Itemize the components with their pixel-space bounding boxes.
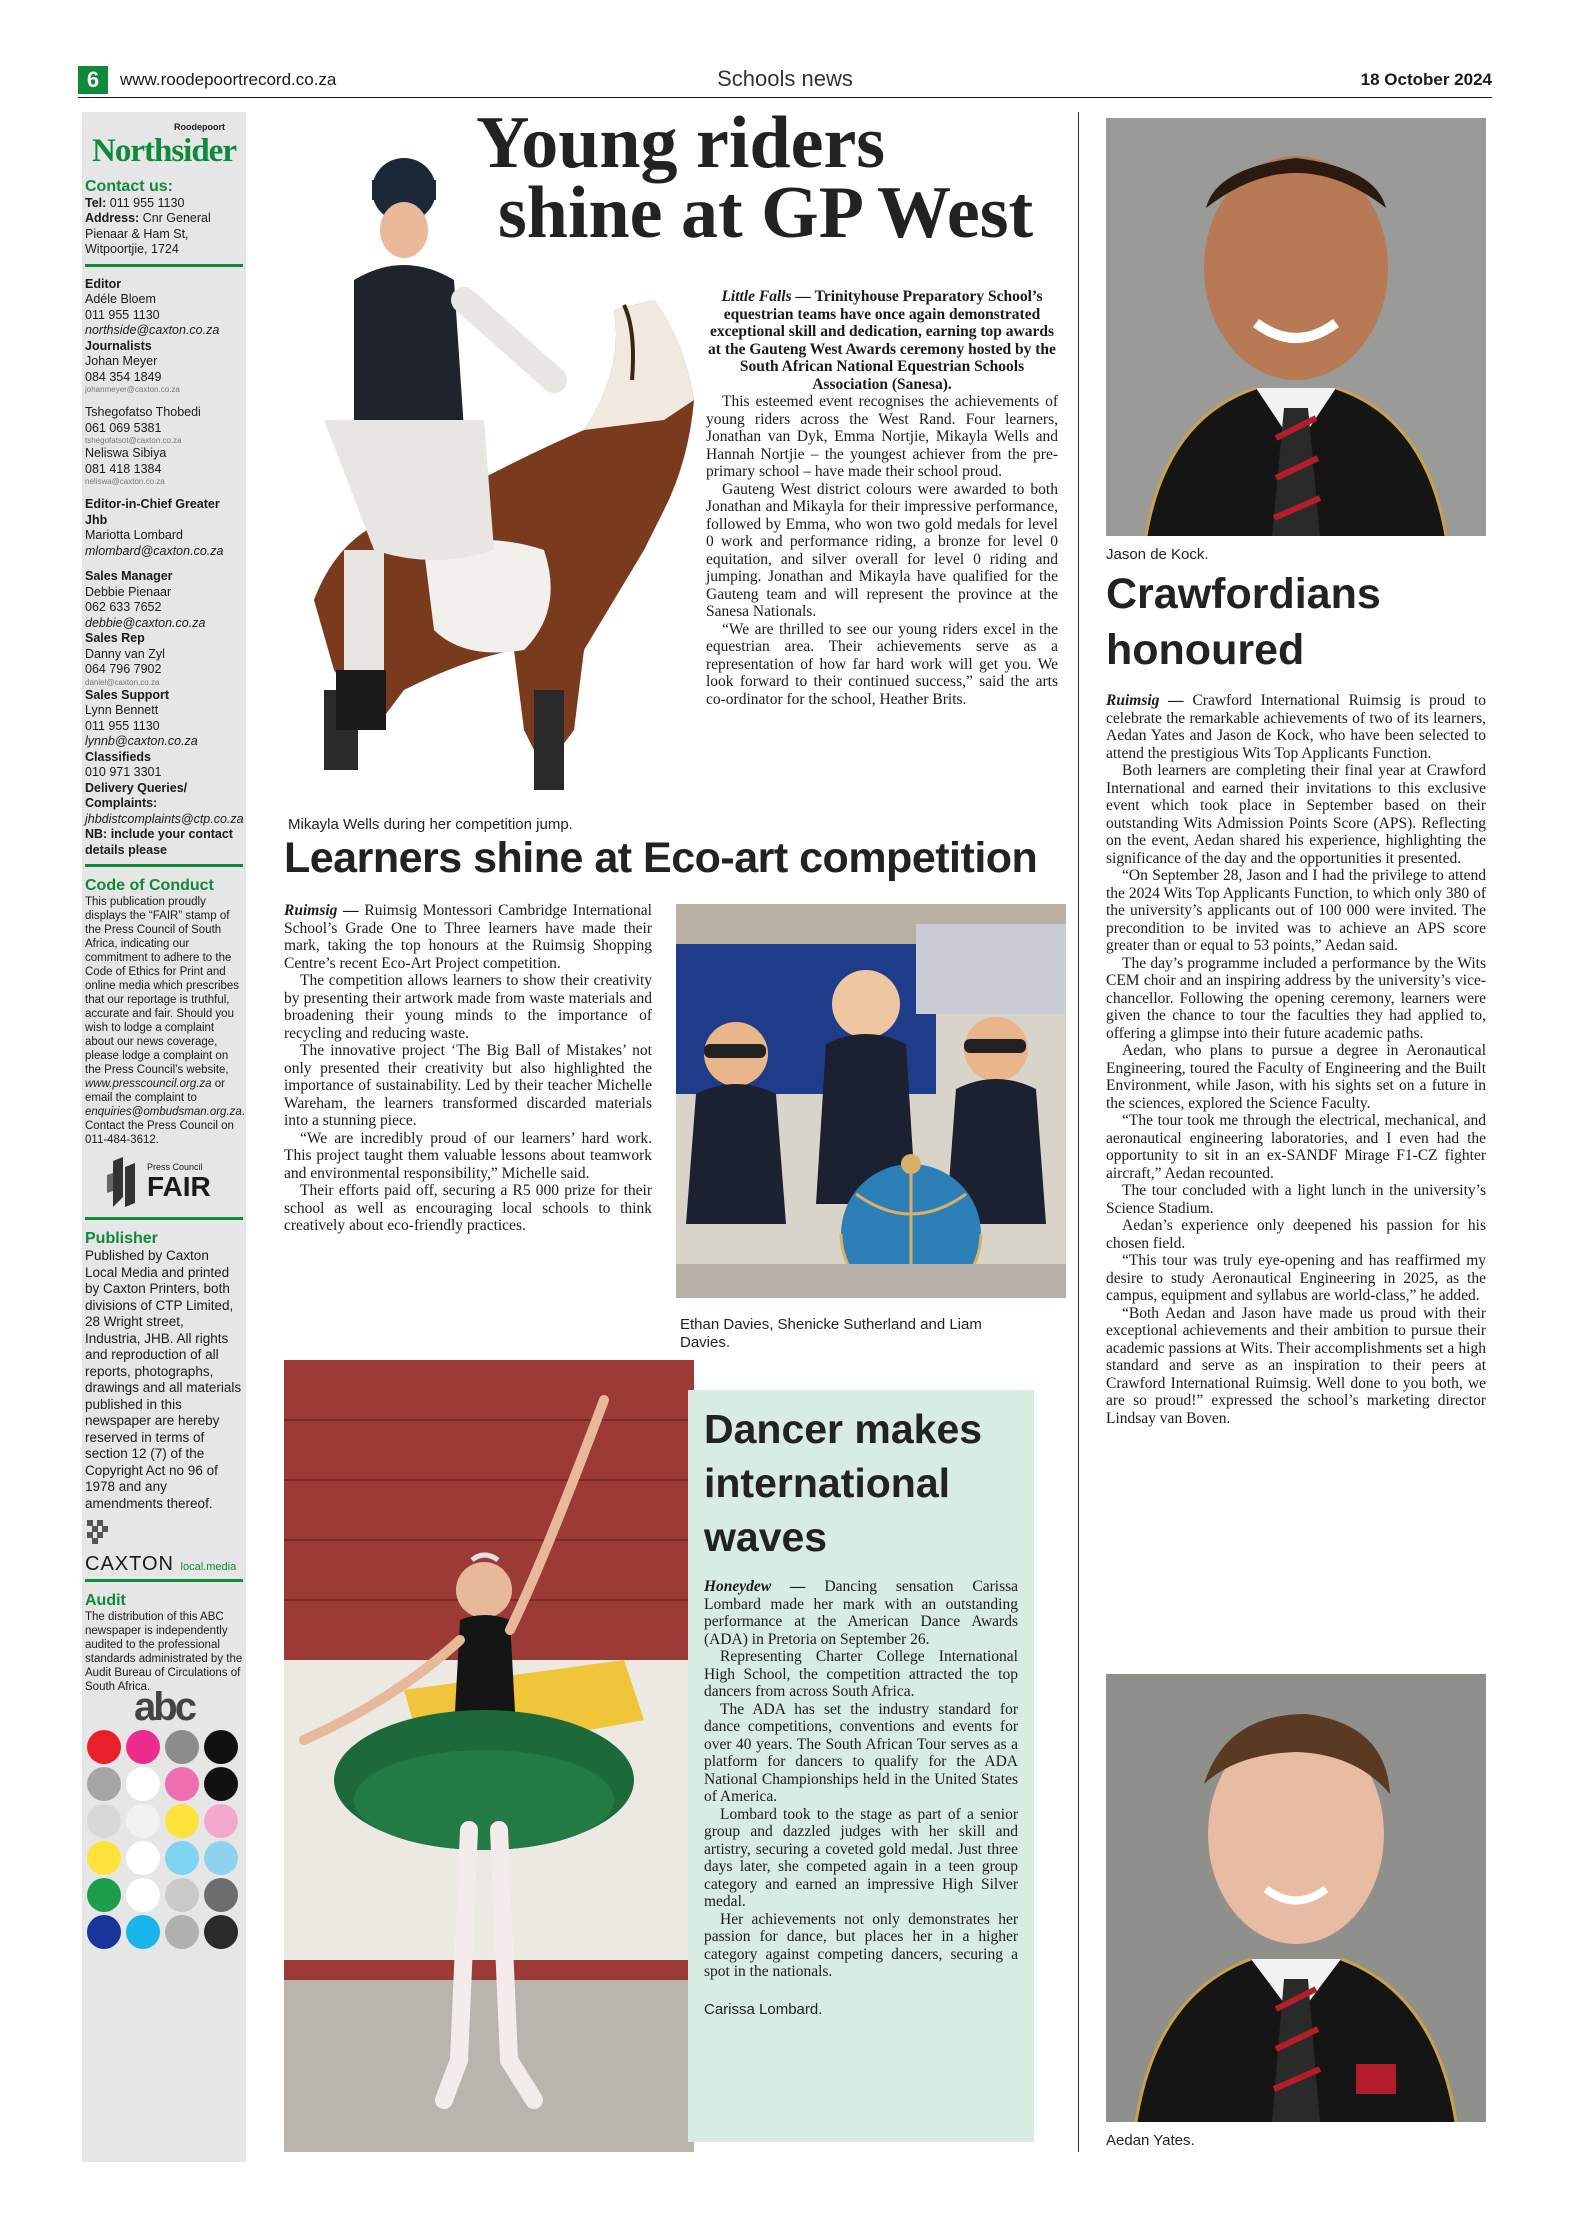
journalist-tel: 061 069 5381 bbox=[85, 420, 162, 435]
journalist-email[interactable]: neliswa@caxton.co.za bbox=[85, 477, 165, 486]
journalist-email[interactable]: tshegofatsot@caxton.co.za bbox=[85, 436, 182, 445]
sales-rep-label: Sales Rep bbox=[85, 631, 145, 645]
abc-logo: abc bbox=[134, 1685, 194, 1729]
colour-swatch bbox=[126, 1804, 160, 1838]
colour-swatch bbox=[126, 1767, 160, 1801]
conduct-text: This publication proudly displays the “FAIR” stamp of the Press Council of South Africa, indicating our commitment to adhere to the Code of Ethics for Print and online media which prescribes that our reportage is truthful, accurate and fair. Should you wish to lodge a complaint about our news coverage, please lodge a complaint on the Press Council’s website, bbox=[85, 896, 240, 1076]
address-value: Cnr General Pienaar & Ham St, Witpoortjie, 1724 bbox=[85, 211, 211, 256]
dancer-dateline: Honeydew — bbox=[704, 1578, 806, 1595]
riders-dateline: Little Falls — bbox=[721, 288, 812, 305]
issue-date: 18 October 2024 bbox=[1360, 70, 1492, 89]
sales-rep-tel: 064 796 7902 bbox=[85, 662, 162, 676]
sales-rep-email[interactable]: daniel@caxton.co.za bbox=[85, 677, 160, 687]
audit-heading: Audit bbox=[85, 1592, 126, 1609]
paragraph: The tour concluded with a light lunch in the university’s Science Stadium. bbox=[1106, 1182, 1486, 1217]
paragraph: “On September 28, Jason and I had the privilege to attend the 2024 Wits Top Applicants Function, to which only 380 of the university’s applicants out of 100 000 were invited. The precondition to be invited was to achieve an APS score greater than or equal to 53 points,” Aedan said. bbox=[1106, 867, 1486, 954]
riders-intro bbox=[706, 288, 1058, 393]
crawford-dateline: Ruimsig — bbox=[1106, 692, 1184, 709]
colour-swatch bbox=[87, 1767, 121, 1801]
photo-carissa-lombard bbox=[284, 1360, 694, 2152]
crawford-headline bbox=[1106, 566, 1381, 678]
paragraph: Lombard took to the stage as part of a senior group and dazzled judges with her skill and artistry, securing a coveted gold medal. Just three days later, she competed again in a teen group category and earned an impressive High Silver medal. bbox=[704, 1805, 1018, 1910]
site-url[interactable]: www.roodepoortrecord.co.za bbox=[120, 70, 337, 89]
colour-swatch bbox=[204, 1767, 238, 1801]
eco-dateline: Ruimsig — bbox=[284, 902, 359, 919]
dancer-headline-line: international bbox=[704, 1460, 951, 1506]
paragraph: The competition allows learners to show their creativity by presenting their artwork made from waste materials and broadening their young minds to the importance of recycling and reducing waste. bbox=[284, 972, 652, 1042]
dancer-lead: Dancing sensation Carissa Lombard made her mark with an outstanding performance at the American Dance Awards (ADA) in Pretoria on September 26. bbox=[704, 1578, 1019, 1648]
editor-label: Editor bbox=[85, 276, 122, 291]
conduct-email-link[interactable]: enquiries@ombudsman.org.za bbox=[85, 1106, 242, 1118]
crawford-headline-line: honoured bbox=[1106, 626, 1305, 674]
dancer-headline-line: Dancer makes bbox=[704, 1406, 983, 1452]
divider bbox=[85, 1217, 243, 1220]
eco-photo-caption: Ethan Davies, Shenicke Sutherland and Liam Davies. bbox=[680, 1316, 982, 1351]
page-header bbox=[78, 64, 1492, 98]
crawford-headline-line: Crawfordians bbox=[1106, 570, 1381, 618]
jason-photo-caption: Jason de Kock. bbox=[1106, 546, 1209, 563]
sales-manager-email[interactable]: debbie@caxton.co.za bbox=[85, 615, 206, 630]
colour-swatch bbox=[165, 1841, 199, 1875]
sales-manager-tel: 062 633 7652 bbox=[85, 600, 162, 614]
paragraph: The ADA has set the industry standard for dance competitions, conventions and events for over 40 years. The South African Tour serves as a platform for dancers to qualify for the ADA National Championships held in the United States of America. bbox=[704, 1700, 1018, 1805]
address-label: Address: bbox=[85, 211, 140, 225]
divider bbox=[85, 1579, 243, 1582]
delivery-label: Delivery Queries/ Complaints: bbox=[85, 780, 188, 810]
riders-article-body bbox=[706, 288, 1058, 708]
eco-article-body bbox=[284, 902, 652, 1235]
divider bbox=[85, 264, 243, 267]
page-number: 6 bbox=[78, 66, 108, 94]
press-council-fair-logo bbox=[105, 1157, 243, 1207]
paper-logo: Northsider bbox=[92, 132, 236, 169]
riders-photo-caption: Mikayla Wells during her competition jump. bbox=[288, 816, 573, 833]
paragraph: This esteemed event recognises the achievements of young riders across the West Rand. Four learners, Jonathan van Dyk, Emma Nortjie, Mikayla Wells and Hannah Nortjie – the youngest achiever from the pre-primary school – have made their school proud. bbox=[706, 393, 1058, 480]
paragraph: “We are incredibly proud of our learners’ hard work. This project taught them valuable lessons about teamwork and environmental responsibility,” Michelle said. bbox=[284, 1129, 652, 1182]
colour-swatch bbox=[204, 1804, 238, 1838]
colour-swatch bbox=[204, 1841, 238, 1875]
conduct-site-link[interactable]: www.presscouncil.org.za bbox=[85, 1078, 212, 1090]
dancer-photo-caption: Carissa Lombard. bbox=[704, 2000, 823, 2018]
riders-headline bbox=[476, 102, 1076, 254]
publisher-heading: Publisher bbox=[85, 1230, 158, 1247]
colour-swatch bbox=[87, 1730, 121, 1764]
journalist-name: Johan Meyer bbox=[85, 354, 158, 368]
section-title: Schools news bbox=[717, 66, 853, 91]
crawford-lead: Crawford International Ruimsig is proud to celebrate the remarkable achievements of two of its learners, Aedan Yates and Jason de Kock, who have been selected to attend the prestigious Wits Top Applicants Function. bbox=[1106, 692, 1486, 762]
journalist-tel: 084 354 1849 bbox=[85, 369, 162, 384]
journalist-name: Tshegofatso Thobedi bbox=[85, 405, 201, 419]
paragraph: “The tour took me through the electrical, mechanical, and aeronautical engineering laboratories, and I even had the opportunity to sit in an ex-SANDF Mirage F1-CZ fighter aircraft,” Aedan recounted. bbox=[1106, 1112, 1486, 1182]
sales-support-tel: 011 955 1130 bbox=[85, 718, 160, 733]
colour-swatch bbox=[126, 1841, 160, 1875]
caxton-sub: local.media bbox=[180, 1560, 237, 1573]
dancer-headline-line: waves bbox=[704, 1514, 828, 1560]
column-divider bbox=[1078, 112, 1079, 2152]
conduct-or: or email the complaint to bbox=[85, 1078, 225, 1104]
colour-swatch bbox=[204, 1878, 238, 1912]
colour-swatch bbox=[165, 1878, 199, 1912]
photo-eco-art-learners bbox=[676, 904, 1066, 1298]
journalist-tel: 081 418 1384 bbox=[85, 461, 162, 476]
publisher-text: Published by Caxton Local Media and printed by Caxton Printers, both divisions of CTP Limited, 28 Wright street, Industria, JHB. All rights and reproduction of all reports, photographs, drawings and all materials published in this newspaper are hereby reserved in terms of section 12 (7) of the Copyright Act no 96 of 1978 and any amendments thereof. bbox=[85, 1248, 242, 1511]
journalist-name: Neliswa Sibiya bbox=[85, 446, 167, 460]
colour-swatch bbox=[204, 1730, 238, 1764]
colour-swatch bbox=[87, 1804, 121, 1838]
eic-label: Editor-in-Chief Greater Jhb bbox=[85, 497, 220, 527]
photo-aedan-yates bbox=[1106, 1674, 1486, 2122]
colour-swatch bbox=[165, 1804, 199, 1838]
contact-heading: Contact us: bbox=[85, 177, 173, 195]
fair-text: FAIR bbox=[147, 1171, 211, 1202]
paragraph: The day’s programme included a performance by the Wits CEM choir and an inspiring address by the university’s vice-chancellor. Following the opening ceremony, learners were given the chance to tour the faculties they had applied to, offering a glimpse into their future academic paths. bbox=[1106, 954, 1486, 1042]
masthead-sidebar bbox=[82, 112, 246, 2162]
classifieds-tel: 010 971 3301 bbox=[85, 765, 162, 779]
photo-jason-de-kock bbox=[1106, 118, 1486, 536]
journalist-email[interactable]: johanmeyer@caxton.co.za bbox=[85, 385, 180, 394]
colour-swatch bbox=[165, 1767, 199, 1801]
paragraph: “We are thrilled to see our young riders excel in the equestrian area. Their achievements serve as a representation of how far hard work will get you. We look forward to their continued success,” said the arts co-ordinator for the school, Heather Brits. bbox=[706, 620, 1058, 708]
fair-small-text: Press Council bbox=[147, 1162, 203, 1172]
riders-headline-line-2: shine at GP West bbox=[498, 172, 1034, 254]
paragraph: Aedan, who plans to pursue a degree in Aeronautical Engineering, toured the Faculty of Engineering and the Built Environment, while Jason, with his sights set on a future in the sciences, explored the Science Faculty. bbox=[1106, 1042, 1486, 1112]
paragraph: Both learners are completing their final year at Crawford International and earned their invitations to this exclusive event which took place in September based on their outstanding Wits Admission Points Score (APS). Reflecting on the event, Aedan shared his experience, highlighting the significance of the day and the opportunities it presented. bbox=[1106, 762, 1486, 867]
dancer-article-body bbox=[704, 1578, 1018, 1981]
paragraph: Their efforts paid off, securing a R5 000 prize for their school as well as encouraging local schools to think creatively about eco-friendly practices. bbox=[284, 1182, 652, 1234]
eic-name: Mariotta Lombard bbox=[85, 528, 183, 542]
riders-intro-text: Trinityhouse Preparatory School’s equestrian teams have once again demonstrated exceptional skill and dedication, earning top awards at the Gauteng West Awards ceremony hosted by the South African National Equestrian Schools Association (Sanesa). bbox=[708, 288, 1056, 393]
conduct-end: . Contact the Press Council on 011-484-3612. bbox=[85, 1106, 245, 1146]
paragraph: Her achievements not only demonstrates her passion for dance, but places her in a higher category against competing dancers, securing a spot in the nationals. bbox=[704, 1910, 1018, 1980]
colour-registration-swatches bbox=[85, 1730, 243, 1949]
aedan-photo-caption: Aedan Yates. bbox=[1106, 2132, 1195, 2149]
colour-swatch bbox=[87, 1841, 121, 1875]
colour-swatch bbox=[87, 1915, 121, 1949]
delivery-email[interactable]: jhbdistcomplaints@ctp.co.za bbox=[85, 811, 244, 826]
paragraph: “This tour was truly eye-opening and has reaffirmed my desire to study Aeronautical Engineering in 2025, as the campus, equipment and syllabus are world-class,” he added. bbox=[1106, 1252, 1486, 1304]
logo-kicker: Roodepoort bbox=[174, 122, 225, 132]
sales-support-email[interactable]: lynnb@caxton.co.za bbox=[85, 734, 198, 748]
colour-swatch bbox=[126, 1730, 160, 1764]
colour-swatch bbox=[126, 1878, 160, 1912]
eco-lead: Ruimsig Montessori Cambridge International School’s Grade One to Three learners have made their mark, taking the top honours at the Ruimsig Shopping Centre’s recent Eco-Art Project competition. bbox=[284, 902, 652, 972]
colour-swatch bbox=[87, 1878, 121, 1912]
classifieds-label: Classifieds bbox=[85, 749, 152, 764]
eic-email[interactable]: mlombard@caxton.co.za bbox=[85, 543, 224, 558]
eco-headline: Learners shine at Eco-art competition bbox=[284, 834, 1038, 882]
paragraph: Representing Charter College International High School, the competition attracted the top dancers from across South Africa. bbox=[704, 1648, 1018, 1700]
riders-headline-line-1: Young riders bbox=[476, 102, 886, 184]
paragraph: Gauteng West district colours were awarded to both Jonathan and Mikayla for their impressive performance, followed by Emma, who won two gold medals for level 0 work and performance riding, a bronze for level 0 equitation, and silver overall for level 0 riding and jumping. Jonathan and Mikayla have qualified for the Gauteng team and will represent the province at the Sanesa Nationals. bbox=[706, 480, 1058, 620]
paragraph: The innovative project ‘The Big Ball of Mistakes’ not only presented their creativity but also highlighted the importance of sustainability. Led by their teacher Michelle Wareham, the learners transformed discarded materials into a stunning piece. bbox=[284, 1042, 652, 1129]
caxton-text: CAXTON bbox=[85, 1552, 174, 1575]
tel-label: Tel: bbox=[85, 195, 107, 210]
audit-text: The distribution of this ABC newspaper is independently audited to the professional standards administrated by the Audit Bureau of Circulations of South Africa. bbox=[85, 1611, 243, 1693]
colour-swatch bbox=[204, 1915, 238, 1949]
colour-swatch bbox=[165, 1915, 199, 1949]
sales-rep-name: Danny van Zyl bbox=[85, 646, 165, 661]
sales-manager-label: Sales Manager bbox=[85, 569, 173, 583]
sales-support-label: Sales Support bbox=[85, 687, 170, 702]
paragraph: “Both Aedan and Jason have made us proud with their exceptional achievements and their ambition to pursue their academic passions at Wits. Their accomplishments set a high standard and serve as an inspiration to their peers at Crawford International Ruimsig. Well done to you both, we are so proud!” expressed the school’s marketing director Lindsay van Boven. bbox=[1106, 1304, 1486, 1427]
divider bbox=[85, 864, 243, 867]
tel-value: 011 955 1130 bbox=[109, 195, 185, 210]
colour-swatch bbox=[165, 1730, 199, 1764]
sales-manager-name: Debbie Pienaar bbox=[85, 584, 172, 599]
editor-email[interactable]: northside@caxton.co.za bbox=[85, 323, 220, 337]
dancer-headline bbox=[704, 1402, 1018, 1564]
dancer-article-panel bbox=[688, 1390, 1034, 2142]
crawford-article-body bbox=[1106, 692, 1486, 1427]
conduct-heading: Code of Conduct bbox=[85, 877, 214, 894]
colour-swatch bbox=[126, 1915, 160, 1949]
journalists-label: Journalists bbox=[85, 338, 152, 353]
paragraph: Aedan’s experience only deepened his passion for his chosen field. bbox=[1106, 1217, 1486, 1252]
nb-note: NB: include your contact details please bbox=[85, 827, 233, 857]
editor-tel: 011 955 1130 bbox=[85, 307, 160, 322]
caxton-logo bbox=[85, 1552, 243, 1576]
editor-name: Adéle Bloem bbox=[85, 292, 156, 306]
caxton-mark-icon bbox=[85, 1518, 243, 1553]
sales-support-name: Lynn Bennett bbox=[85, 703, 159, 717]
fair-mark-icon bbox=[105, 1157, 143, 1207]
